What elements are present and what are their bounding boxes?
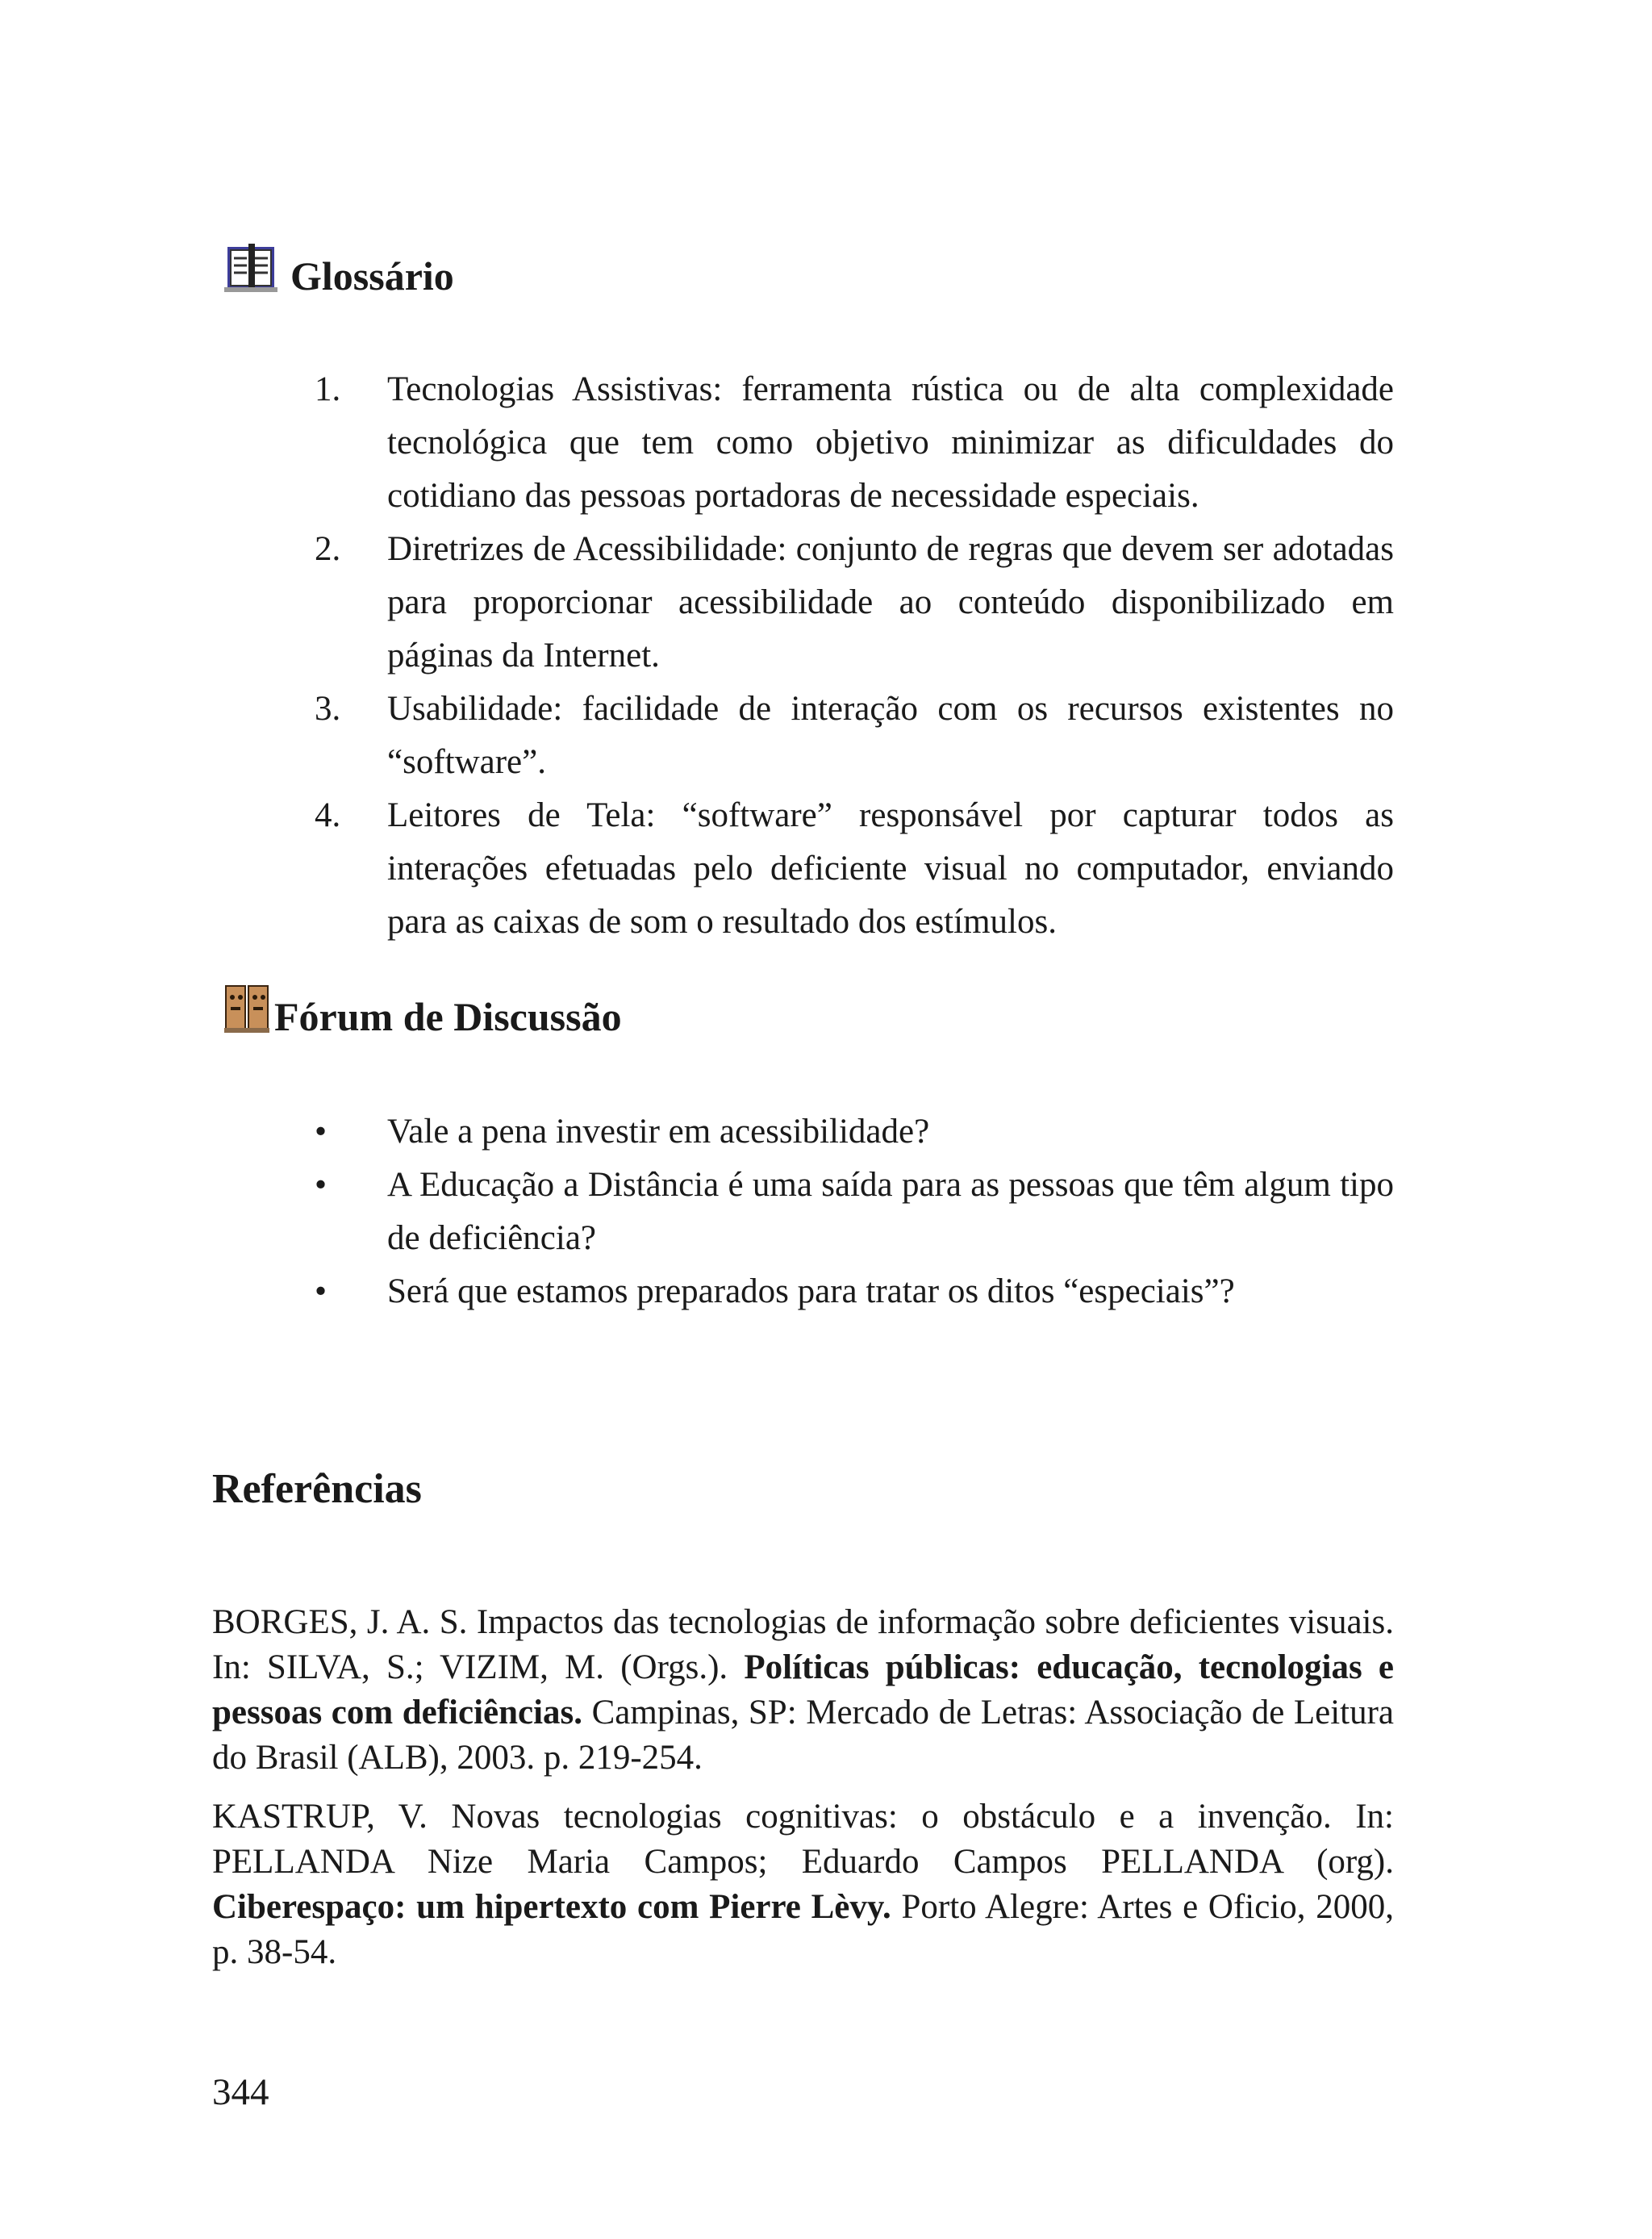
- forum-question: [315, 1159, 1394, 1265]
- reference-title: Ciberespaço: um hipertexto com Pierre Lèvy.: [212, 1888, 891, 1926]
- bullet: •: [315, 1166, 327, 1204]
- glossary-item: [315, 363, 1394, 523]
- references-title: Referências: [212, 1466, 422, 1512]
- bullet: •: [315, 1113, 327, 1151]
- forum-discussion-icon: [224, 983, 269, 1037]
- reference-text: Porto Alegre: Artes e Oficio, 2000, p. 38-54.: [212, 1888, 1395, 1971]
- forum-question-text: A Educação a Distância é uma saída para as pessoas que têm algum tipo de deficiência?: [387, 1166, 1394, 1257]
- forum-list: [315, 1105, 1394, 1318]
- bullet: •: [315, 1272, 327, 1310]
- glossary-item-text: Tecnologias Assistivas: ferramenta rústica ou de alta complexidade tecnológica que tem como objetivo minimizar as dificuldades do cotidiano das pessoas portadoras de necessidade especiais.: [387, 370, 1394, 515]
- glossary-item-text: Leitores de Tela: “software” responsável por capturar todos as interações efetuadas pelo deficiente visual no computador, enviando para as caixas de som o resultado dos estímulos.: [387, 796, 1394, 941]
- item-number: 1.: [315, 370, 341, 408]
- reference-title: Políticas públicas: educação, tecnologias e pessoas com deficiências.: [212, 1648, 1394, 1731]
- glossary-item: [315, 789, 1394, 949]
- glossary-item: [315, 523, 1394, 683]
- glossary-item: [315, 683, 1394, 789]
- glossary-book-icon: [224, 242, 279, 296]
- forum-question: [315, 1265, 1394, 1318]
- reference-entry: [212, 1794, 1394, 1975]
- glossary-item-text: Usabilidade: facilidade de interação com os recursos existentes no “software”.: [387, 690, 1394, 781]
- forum-question: [315, 1105, 1394, 1159]
- forum-title: Fórum de Discussão: [274, 994, 622, 1039]
- forum-question-text: Vale a pena investir em acessibilidade?: [387, 1113, 930, 1151]
- forum-heading: [224, 983, 622, 1037]
- reference-text: KASTRUP, V. Novas tecnologias cognitivas: o obstáculo e a invenção. In: PELLANDA Nize Maria Campos; Eduardo Campos PELLANDA (org).: [212, 1798, 1394, 1881]
- reference-text: Campinas, SP: Mercado de Letras: Associação de Leitura do Brasil (ALB), 2003. p. 219-254.: [212, 1694, 1394, 1777]
- item-number: 2.: [315, 530, 341, 568]
- item-number: 4.: [315, 796, 341, 834]
- glossary-heading: [224, 242, 454, 299]
- glossary-item-text: Diretrizes de Acessibilidade: conjunto de regras que devem ser adotadas para proporcionar acessibilidade ao conteúdo disponibilizado em páginas da Internet.: [387, 530, 1394, 675]
- item-number: 3.: [315, 690, 341, 728]
- glossary-title: Glossário: [290, 253, 454, 299]
- glossary-list: [315, 363, 1394, 949]
- reference-text: BORGES, J. A. S. Impactos das tecnologias de informação sobre deficientes visuais. In: SILVA, S.; VIZIM, M. (Orgs.).: [212, 1603, 1394, 1686]
- reference-entry: [212, 1600, 1394, 1781]
- forum-question-text: Será que estamos preparados para tratar os ditos “especiais”?: [387, 1272, 1235, 1310]
- page-number: 344: [212, 2071, 269, 2113]
